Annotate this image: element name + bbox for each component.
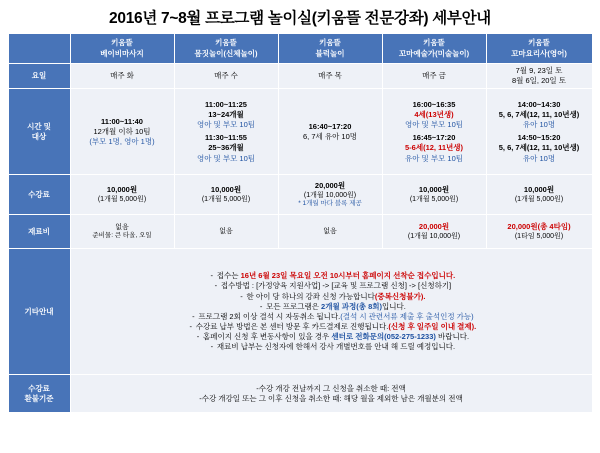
row-label-fee: 수강료: [8, 175, 70, 215]
header-corner: [8, 34, 70, 64]
header-col-1-line2: 몸짓놀이(신체놀이): [194, 48, 258, 58]
cell-fee-3-line-1: (1개월 5,000원): [409, 196, 459, 204]
header-col-4: [486, 34, 592, 64]
notice-item-2-seg-1: (중복신청불가).: [374, 291, 426, 301]
notice-item-0-seg-1: 16년 6월 23일 목요일 오전 10시부터 홈페이지 선착순 접수입니다.: [240, 271, 456, 281]
header-col-0-line1: 키움뜰: [111, 38, 133, 48]
cell-day-1: [174, 64, 278, 89]
bullet-dash-icon: -: [199, 393, 202, 403]
cell-time-2: [278, 89, 382, 175]
notice-item-5-seg-1: (신청 후 일주일 이내 결제).: [388, 321, 477, 331]
row-label-material: 재료비: [8, 215, 70, 249]
row-label-time-line1: 시간 및: [27, 121, 51, 131]
cell-fee-0-line-1: (1개월 5,000원): [97, 196, 147, 204]
cell-day-0-line-0: 매주 화: [110, 71, 134, 81]
cell-time-1-g1-line-2: 영아 및 부모 10팀: [196, 153, 256, 163]
notice-item-3-seg-2: 입니다.: [382, 301, 406, 311]
header-col-2-line1: 키움뜰: [319, 38, 341, 48]
cell-time-0: [70, 89, 174, 175]
notice-item: [72, 271, 591, 281]
table-row-notice: [8, 249, 592, 375]
notice-item-4-seg-0: 프로그램 2회 이상 결석 시 자동취소 됩니다.: [198, 311, 341, 321]
notice-item-0-seg-0: 접수는: [216, 271, 241, 281]
notice-item-6-seg-0: 홈페이지 신청 후 변동사항이 있을 경우: [202, 332, 332, 341]
notice-item: [72, 332, 591, 342]
table-row-fee: [8, 175, 592, 215]
cell-fee-2-line-2: * 1개월 마다 블록 제공: [298, 200, 362, 208]
notice-item-3-seg-0: 모든 프로그램은: [266, 301, 322, 311]
header-col-3-line1: 키움뜰: [423, 38, 445, 48]
notice-item: [72, 292, 591, 302]
cell-material-3-line-0: 20,000원: [418, 221, 450, 231]
cell-fee-0: [70, 175, 174, 215]
cell-time-4: [486, 89, 592, 175]
cell-material-1: [174, 215, 278, 249]
row-label-day: 요일: [8, 64, 70, 89]
cell-fee-4-line-0: 10,000원: [523, 184, 555, 194]
bullet-dash-icon: -: [210, 342, 214, 352]
notice-item: [72, 302, 591, 312]
cell-material-1-line-0: 없음: [219, 228, 233, 236]
cell-time-0-line-2: (부모 1명, 영아 1명): [89, 136, 155, 146]
cell-material-0-line-1: 준비물: 큰 타올, 오일: [92, 232, 152, 240]
cell-material-4: [486, 215, 592, 249]
notice-item: [72, 322, 591, 332]
notice-item-5-seg-0: 수강료 납부 방법은 본 센터 방문 후 카드결제로 진행됩니다.: [195, 321, 389, 331]
cell-fee-0-line-0: 10,000원: [106, 184, 138, 194]
notice-item-2-seg-0: 한 아이 당 하나의 강좌 신청 가능합니다: [246, 291, 375, 301]
cell-fee-2-line-1: (1개월 10,000원): [303, 191, 357, 199]
cell-fee-1: [174, 175, 278, 215]
cell-day-2: [278, 64, 382, 89]
table-row-time: [8, 89, 592, 175]
cell-time-2-line-0: 16:40~17:20: [308, 121, 352, 131]
cell-fee-1-line-1: (1개월 5,000원): [201, 196, 251, 204]
cell-material-3: [382, 215, 486, 249]
header-col-1-line1: 키움뜰: [215, 38, 237, 48]
cell-fee-2: [278, 175, 382, 215]
cell-material-2-line-0: 없음: [323, 228, 337, 236]
cell-material-4-line-1: (1타임 5,000원): [514, 233, 564, 241]
notice-item-3-seg-1: 2개월 과정(총 8회): [321, 301, 383, 311]
cell-time-1-group-1: [176, 133, 277, 163]
refund-item: [72, 394, 591, 404]
cell-day-1-line-0: 매주 수: [214, 71, 238, 81]
bullet-dash-icon: -: [256, 383, 259, 393]
refund-item: [72, 384, 591, 394]
bullet-dash-icon: -: [259, 301, 263, 311]
cell-time-3-group-1: [384, 133, 485, 163]
cell-fee-3: [382, 175, 486, 215]
cell-time-3-g1-line-0: 16:45~17:20: [412, 133, 456, 143]
bullet-dash-icon: -: [196, 332, 200, 341]
bullet-dash-icon: -: [240, 291, 243, 301]
bullet-dash-icon: -: [210, 271, 214, 281]
cell-fee-3-line-0: 10,000원: [418, 184, 450, 194]
cell-time-4-g1-line-2: 유아 10명: [522, 153, 556, 163]
cell-material-0: [70, 215, 174, 249]
header-col-3-line2: 꼬마예술가(미술놀이): [398, 48, 470, 58]
cell-time-1-g0-line-1: 13~24개월: [208, 110, 244, 119]
cell-day-0: [70, 64, 174, 89]
cell-time-3-g0-line-2: 영아 및 부모 10팀: [404, 120, 464, 130]
row-label-refund-line1: 수강료: [28, 383, 50, 393]
bullet-dash-icon: -: [214, 281, 218, 291]
row-label-time-line2: 대상: [31, 131, 47, 141]
cell-time-0-line-1: 12개월 이하 10팀: [93, 126, 151, 136]
cell-time-1-g0-line-0: 11:00~11:25: [205, 99, 247, 109]
cell-time-3-g0-line-1: 4세(13년생): [414, 110, 454, 119]
table-header-row: [8, 34, 592, 64]
cell-time-4-group-1: [488, 133, 591, 163]
cell-day-4-line-1: 8월 6일, 20일 토: [512, 76, 566, 86]
header-col-0: [70, 34, 174, 64]
cell-time-1-g0-line-2: 영아 및 부모 10팀: [196, 120, 256, 130]
table-row-day: [8, 64, 592, 89]
cell-day-2-line-0: 매주 목: [318, 71, 342, 81]
cell-time-3-group-0: [384, 100, 485, 130]
page-title: 2016년 7~8월 프로그램 놀이실(키움뜰 전문강좌) 세부안내: [109, 10, 491, 27]
notice-item-7-seg-0: 재료비 납부는 신청자에 한해서 강사 개별번호를 안내 해 드릴 예정입니다.: [216, 342, 456, 352]
cell-time-0-line-0: 11:00~11:40: [101, 116, 143, 126]
notice-item-1-seg-0: 접수방법 : [가정양육 지원사업] -> [교육 및 프로그램 신청] -> [신청하기]: [220, 281, 452, 291]
cell-time-2-line-1: 6, 7세 유아 10명: [303, 131, 357, 141]
cell-day-3-line-0: 매주 금: [422, 71, 446, 81]
cell-material-4-line-0: 20,000원(총 4타임): [507, 221, 571, 231]
notice-item: [72, 312, 591, 322]
notice-item: [72, 342, 591, 352]
cell-time-1-group-0: [176, 100, 277, 130]
cell-time-3-g1-line-2: 유아 및 부모 10팀: [404, 153, 464, 163]
bullet-dash-icon: -: [189, 321, 192, 331]
row-label-time: [8, 89, 70, 175]
cell-day-4: [486, 64, 592, 89]
cell-time-1: [174, 89, 278, 175]
header-col-2: [278, 34, 382, 64]
cell-time-1-g1-line-1: 25~36개월: [208, 143, 244, 153]
table-row-refund: [8, 375, 592, 413]
cell-time-3: [382, 89, 486, 175]
header-col-0-line2: 베이비마사지: [100, 48, 144, 58]
cell-time-1-g1-line-0: 11:30~11:55: [205, 133, 247, 143]
cell-time-3-g0-line-0: 16:00~16:35: [412, 99, 456, 109]
cell-material-3-line-1: (1개월 10,000원): [407, 233, 461, 241]
row-label-refund-line2: 환불기준: [24, 393, 54, 403]
header-col-4-line2: 꼬마요리사(영어): [511, 48, 567, 58]
notice-item: [72, 281, 591, 291]
notice-item-4-seg-1: (결석 시 관련서류 제출 후 출석인정 가능): [340, 311, 474, 321]
row-label-refund: [8, 375, 70, 413]
cell-fee-4: [486, 175, 592, 215]
refund-item-0-seg-0: 수강 개강 전날까지 그 신청을 취소한 때: 전액: [258, 383, 406, 393]
cell-time-3-g1-line-1: 5-6세(12, 11년생): [404, 143, 463, 153]
cell-time-4-group-0: [488, 100, 591, 130]
header-col-1: [174, 34, 278, 64]
cell-time-4-g0-line-1: 5, 6, 7세(12, 11, 10년생): [498, 110, 580, 119]
refund-item-1-seg-0: 수강 개강일 또는 그 이후 신청을 취소한 때: 해당 월을 제외한 남은 개월분의 전액: [201, 393, 463, 403]
cell-day-3: [382, 64, 486, 89]
notice-item-6-seg-1: 센터로 전화문의(052-275-1233): [331, 332, 436, 341]
bullet-dash-icon: -: [192, 311, 195, 321]
cell-time-4-g1-line-1: 5, 6, 7세(12, 11, 10년생): [498, 143, 580, 153]
header-col-3: [382, 34, 486, 64]
notice-item-6-seg-2: 바랍니다.: [435, 332, 470, 341]
header-col-4-line1: 키움뜰: [528, 38, 550, 48]
notice-list: [70, 249, 592, 375]
cell-time-4-g0-line-0: 14:00~14:30: [517, 99, 561, 109]
cell-time-4-g1-line-0: 14:50~15:20: [517, 133, 561, 143]
cell-material-0-line-0: 없음: [115, 223, 129, 231]
program-table: [8, 33, 593, 413]
cell-fee-4-line-1: (1개월 5,000원): [514, 196, 564, 204]
cell-fee-2-line-0: 20,000원: [314, 180, 346, 190]
refund-list: [70, 375, 592, 413]
header-col-2-line2: 블럭놀이: [315, 48, 345, 58]
table-row-material: [8, 215, 592, 249]
cell-material-2: [278, 215, 382, 249]
cell-fee-1-line-0: 10,000원: [210, 184, 242, 194]
cell-day-4-line-0: 7월 9, 23일 토: [515, 66, 563, 75]
cell-time-4-g0-line-2: 유아 10명: [522, 120, 556, 130]
row-label-notice: 기타안내: [8, 249, 70, 375]
